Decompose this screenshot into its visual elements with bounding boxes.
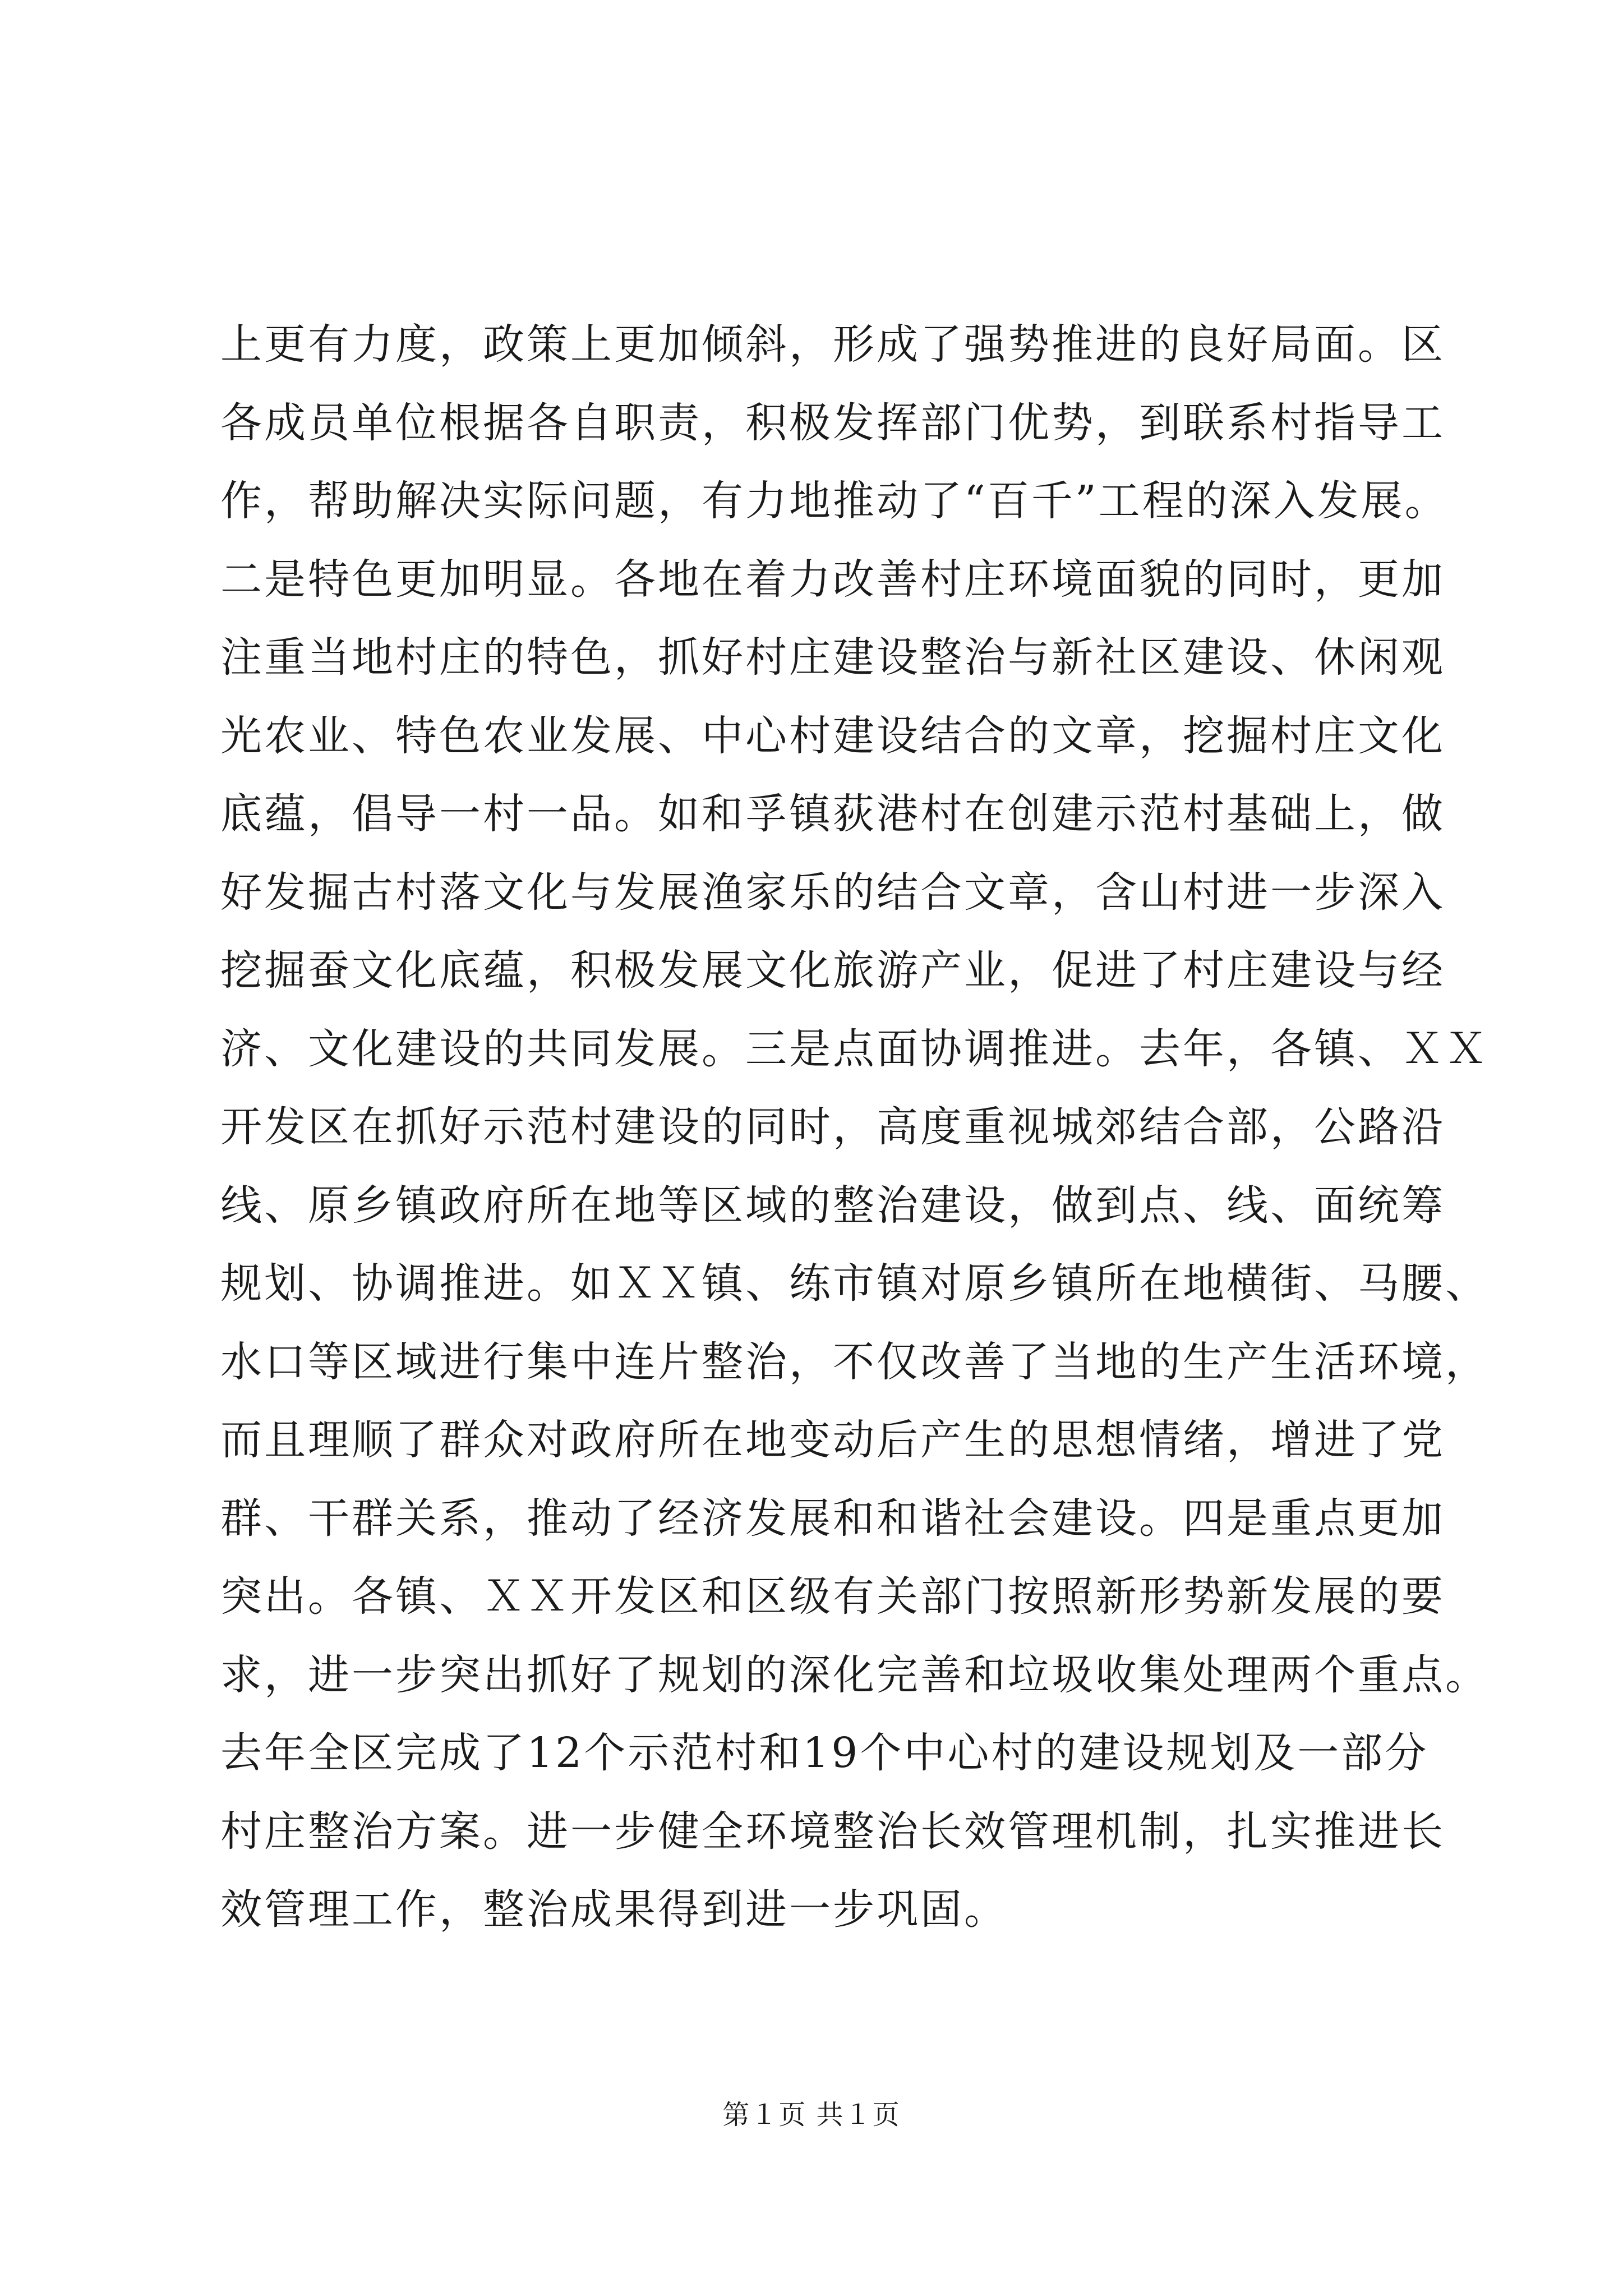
text-line: 挖掘蚕文化底蕴，积极发展文化旅游产业，促进了村庄建设与经 <box>220 946 1445 995</box>
text-line: 开发区在抓好示范村建设的同时，高度重视城郊结合部，公路沿 <box>220 1103 1445 1151</box>
text-line: 去年全区完成了12个示范村和19个中心村的建设规划及一部分 <box>220 1729 1429 1777</box>
text-line: 上更有力度，政策上更加倾斜，形成了强势推进的良好局面。区 <box>220 320 1445 369</box>
text-line: 济、文化建设的共同发展。三是点面协调推进。去年，各镇、ＸＸ <box>220 1024 1489 1073</box>
text-line: 注重当地村庄的特色，抓好村庄建设整治与新社区建设、休闲观 <box>220 633 1445 682</box>
text-line: 线、原乡镇政府所在地等区域的整治建设，做到点、线、面统筹 <box>220 1181 1445 1230</box>
text-line: 突出。各镇、ＸＸ开发区和区级有关部门按照新形势新发展的要 <box>220 1572 1445 1621</box>
text-line: 水口等区域进行集中连片整治，不仅改善了当地的生产生活环境， <box>220 1337 1489 1386</box>
body-paragraph <box>220 306 1489 1949</box>
page-footer: 第１页 共１页 <box>722 2099 901 2131</box>
text-line: 光农业、特色农业发展、中心村建设结合的文章，挖掘村庄文化 <box>220 711 1445 760</box>
text-line: 作，帮助解决实际问题，有力地推动了“百千”工程的深入发展。 <box>220 477 1449 525</box>
text-line: 村庄整治方案。进一步健全环境整治长效管理机制，扎实推进长 <box>220 1807 1445 1856</box>
text-line: 好发掘古村落文化与发展渔家乐的结合文章，含山村进一步深入 <box>220 868 1445 917</box>
text-line: 各成员单位根据各自职责，积极发挥部门优势，到联系村指导工 <box>220 398 1445 447</box>
text-line: 群、干群关系，推动了经济发展和和谐社会建设。四是重点更加 <box>220 1494 1445 1543</box>
text-line: 而且理顺了群众对政府所在地变动后产生的思想情绪，增进了党 <box>220 1416 1445 1464</box>
text-line: 底蕴，倡导一村一品。如和孚镇荻港村在创建示范村基础上，做 <box>220 790 1445 838</box>
text-line: 求，进一步突出抓好了规划的深化完善和垃圾收集处理两个重点。 <box>220 1650 1489 1699</box>
text-line: 规划、协调推进。如ＸＸ镇、练市镇对原乡镇所在地横街、马腰、 <box>220 1259 1489 1308</box>
text-line: 二是特色更加明显。各地在着力改善村庄环境面貌的同时，更加 <box>220 555 1445 604</box>
text-line: 效管理工作，整治成果得到进一步巩固。 <box>220 1885 1008 1934</box>
